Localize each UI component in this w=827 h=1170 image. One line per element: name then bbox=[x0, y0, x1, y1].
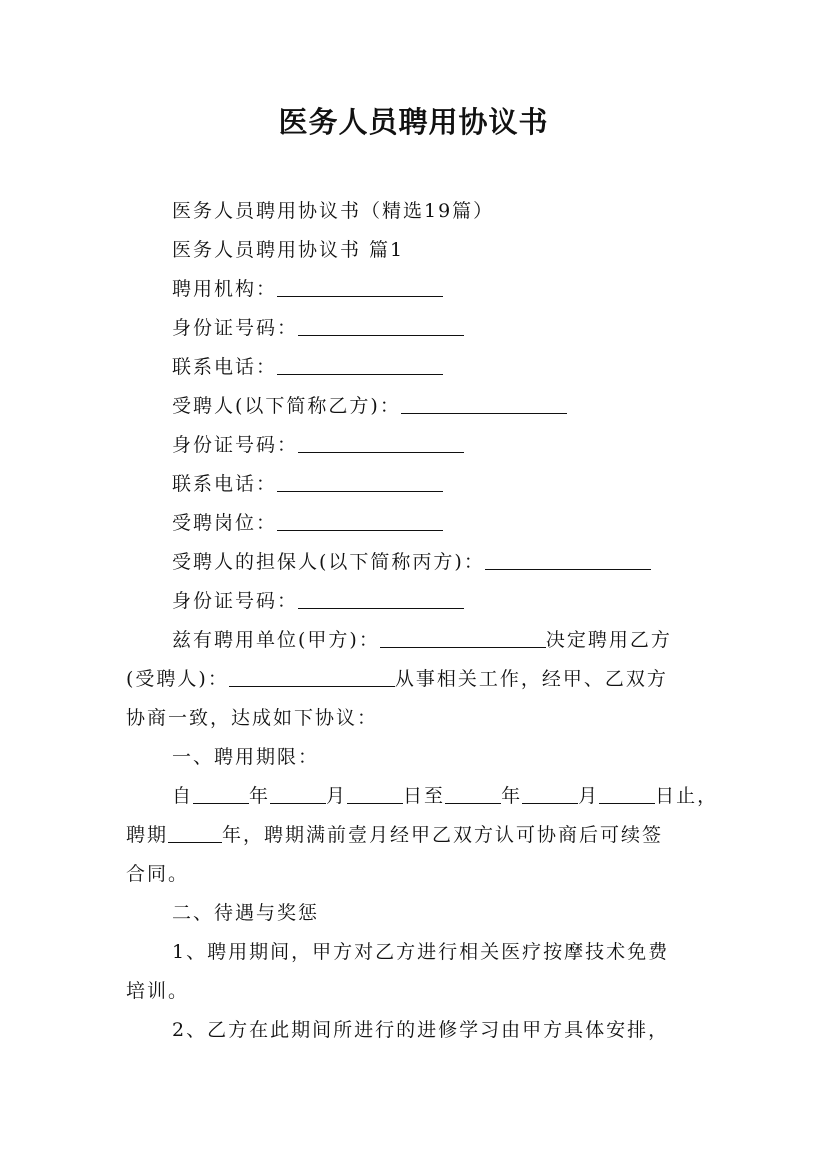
paragraph-text: 年，聘期满前壹月经甲乙双方认可协商后可续签 bbox=[222, 824, 664, 846]
position-field bbox=[172, 510, 443, 536]
employee-id-field bbox=[172, 432, 464, 458]
field-label: 受聘人的担保人(以下简称丙方)： bbox=[172, 551, 485, 573]
blank-line bbox=[168, 824, 222, 843]
paragraph-text: 日至 bbox=[403, 785, 446, 807]
paragraph-text: 聘期 bbox=[126, 824, 169, 846]
field-label: 聘用机构： bbox=[172, 278, 278, 300]
section-heading bbox=[172, 237, 404, 263]
paragraph-text: 自 bbox=[172, 785, 194, 807]
blank-line bbox=[298, 590, 464, 609]
employer-id-field bbox=[172, 315, 464, 341]
subtitle-text: 医务人员聘用协议书（精选19篇） bbox=[172, 200, 495, 222]
paragraph-text: 2、乙方在此期间所进行的进修学习由甲方具体安排， bbox=[172, 1019, 670, 1041]
blank-line bbox=[270, 785, 326, 804]
paragraph-line bbox=[172, 1017, 669, 1043]
blank-line bbox=[298, 434, 464, 453]
paragraph-text: 协商一致，达成如下协议： bbox=[126, 707, 379, 729]
paragraph-line bbox=[172, 627, 672, 653]
paragraph-line bbox=[172, 939, 669, 965]
field-label: 身份证号码： bbox=[172, 434, 299, 456]
blank-line bbox=[401, 395, 567, 414]
paragraph-text: 年 bbox=[501, 785, 523, 807]
employer-field bbox=[172, 276, 443, 302]
blank-line bbox=[522, 785, 578, 804]
paragraph-text: 决定聘用乙方 bbox=[545, 629, 672, 651]
paragraph-text: 年 bbox=[249, 785, 271, 807]
guarantor-field bbox=[172, 549, 651, 575]
section-heading-text: 医务人员聘用协议书 篇1 bbox=[172, 239, 405, 261]
blank-line bbox=[277, 512, 443, 531]
paragraph-text: 从事相关工作，经甲、乙双方 bbox=[394, 668, 668, 690]
paragraph-line bbox=[126, 861, 189, 887]
section-heading bbox=[172, 744, 319, 770]
blank-line bbox=[277, 356, 443, 375]
paragraph-text: 月 bbox=[326, 785, 348, 807]
blank-line bbox=[380, 629, 546, 648]
section-heading bbox=[172, 900, 319, 926]
blank-line bbox=[599, 785, 655, 804]
field-label: 受聘岗位： bbox=[172, 512, 278, 534]
subtitle-line bbox=[172, 198, 494, 224]
employer-phone-field bbox=[172, 354, 443, 380]
section-heading-text: 一、聘用期限： bbox=[172, 746, 320, 768]
field-label: 身份证号码： bbox=[172, 317, 299, 339]
employee-phone-field bbox=[172, 471, 443, 497]
term-dates-line bbox=[172, 783, 718, 809]
paragraph-line bbox=[126, 978, 189, 1004]
paragraph-text: 日止， bbox=[655, 785, 719, 807]
blank-line bbox=[298, 317, 464, 336]
field-label: 受聘人(以下简称乙方)： bbox=[172, 395, 401, 417]
blank-line bbox=[277, 278, 443, 297]
employee-field bbox=[172, 393, 567, 419]
field-label: 联系电话： bbox=[172, 473, 278, 495]
document-title: 医务人员聘用协议书 bbox=[278, 105, 549, 139]
paragraph-line bbox=[126, 666, 668, 692]
blank-line bbox=[347, 785, 403, 804]
blank-line bbox=[485, 551, 651, 570]
blank-line bbox=[193, 785, 249, 804]
guarantor-id-field bbox=[172, 588, 464, 614]
paragraph-text: 合同。 bbox=[126, 863, 190, 885]
paragraph-text: 兹有聘用单位(甲方)： bbox=[172, 629, 380, 651]
field-label: 身份证号码： bbox=[172, 590, 299, 612]
blank-line bbox=[445, 785, 501, 804]
blank-line bbox=[229, 668, 395, 687]
field-label: 联系电话： bbox=[172, 356, 278, 378]
paragraph-text: (受聘人)： bbox=[126, 668, 229, 690]
paragraph-text: 月 bbox=[578, 785, 600, 807]
blank-line bbox=[277, 473, 443, 492]
term-length-line bbox=[126, 822, 663, 848]
paragraph-text: 1、聘用期间，甲方对乙方进行相关医疗按摩技术免费 bbox=[172, 941, 670, 963]
section-heading-text: 二、待遇与奖惩 bbox=[172, 902, 320, 924]
paragraph-line bbox=[126, 705, 378, 731]
paragraph-text: 培训。 bbox=[126, 980, 190, 1002]
